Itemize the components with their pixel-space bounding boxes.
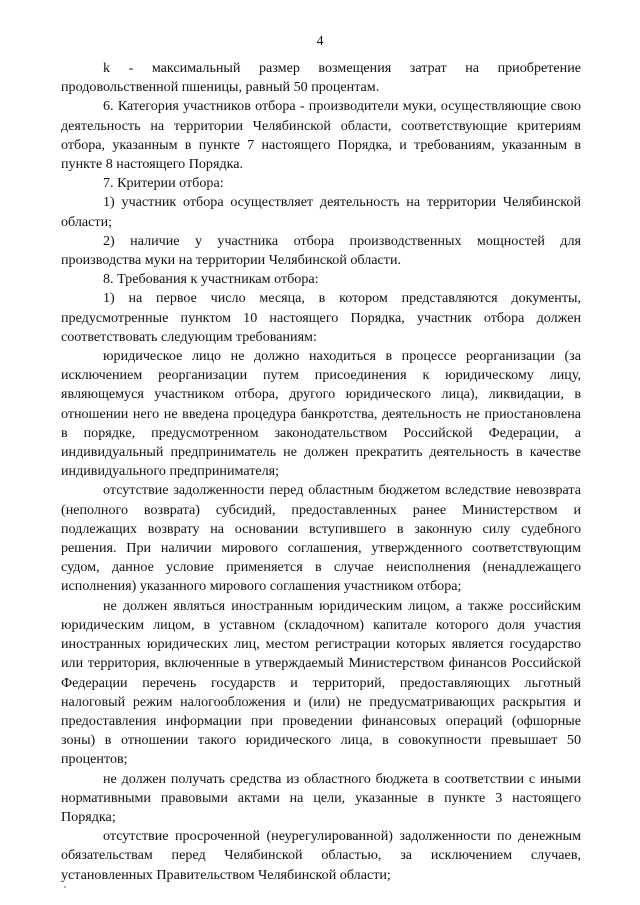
requirement-no-subsidy-debt: отсутствие задолженности перед областным бюджетом вследствие невозврата (неполного возврата) субсидий, предоставленных ранее Министерством и подлежащих возврату на основании вступившего в законную силу судебного решения. При наличии мирового соглашения, утвержденного соответствующим судом, данное условие применяется в случае неисполнения (ненадлежащего исполнения) указанного мирового соглашения участником отбора; <box>61 482 581 595</box>
paragraph-8-heading: 8. Требования к участникам отбора: <box>103 271 319 288</box>
document-body <box>61 59 581 885</box>
paragraph-7-item-1: 1) участник отбора осуществляет деятельность на территории Челябинской области; <box>61 194 581 230</box>
paragraph-coefficient-k: k - максимальный размер возмещения затрат на приобретение продовольственной пшеницы, равный 50 процентам. <box>61 60 581 96</box>
paragraph-7-item-2: 2) наличие у участника отбора производственных мощностей для производства муки на территории Челябинской области. <box>61 232 581 269</box>
paragraph-7-heading: 7. Критерии отбора: <box>103 175 224 192</box>
requirement-not-foreign-entity: не должен являться иностранным юридическим лицом, а также российским юридическим лицом, в уставном (складочном) капитале которого доля участия иностранных юридических лиц, местом регистрации которых является государство или территория, включенные в утверждаемый Министерством финансов Российской Федерации перечень государств и территорий, предоставляющих льготный налоговый режим налогообложения и (или) не предусматривающих раскрытия и предоставления информации при проведении финансовых операций (офшорные зоны) в отношении такого юридического лица, в совокупности превышает 50 процентов; <box>61 597 581 768</box>
scan-dot <box>64 886 66 888</box>
page-number: 4 <box>316 34 324 49</box>
paragraph-6-category: 6. Категория участников отбора - производители муки, осуществляющие свою деятельность на территории Челябинской области, соответствующие критериям отбора, указанным в пункте 7 настоящего Порядка, и требованиям, указанным в пункте 8 настоящего Порядка. <box>61 98 581 173</box>
requirement-no-other-budget-funds: не должен получать средства из областного бюджета в соответствии с иными нормативными правовыми актами на цели, указанные в пункте 3 настоящего Порядка; <box>61 770 581 825</box>
requirement-no-overdue-debt: отсутствие просроченной (неурегулированной) задолженности по денежным обязательствам перед Челябинской областью, за исключением случаев, установленных Правительством Челябинской области; <box>61 828 581 883</box>
paragraph-8-item-1: 1) на первое число месяца, в котором представляются документы, предусмотренные пунктом 10 настоящего Порядка, участник отбора должен соответствовать следующим требованиям: <box>61 290 581 345</box>
requirement-reorganization: юридическое лицо не должно находиться в процессе реорганизации (за исключением реорганизации путем присоединения к юридическому лицу, являющемуся участником отбора, другого юридического лица), ликвидации, в отношении него не введена процедура банкротства, деятельность не приостановлена в порядке, предусмотренном законодательством Российской Федерации, а индивидуальный предприниматель не должен прекратить деятельность в качестве индивидуального предпринимателя; <box>61 348 581 480</box>
